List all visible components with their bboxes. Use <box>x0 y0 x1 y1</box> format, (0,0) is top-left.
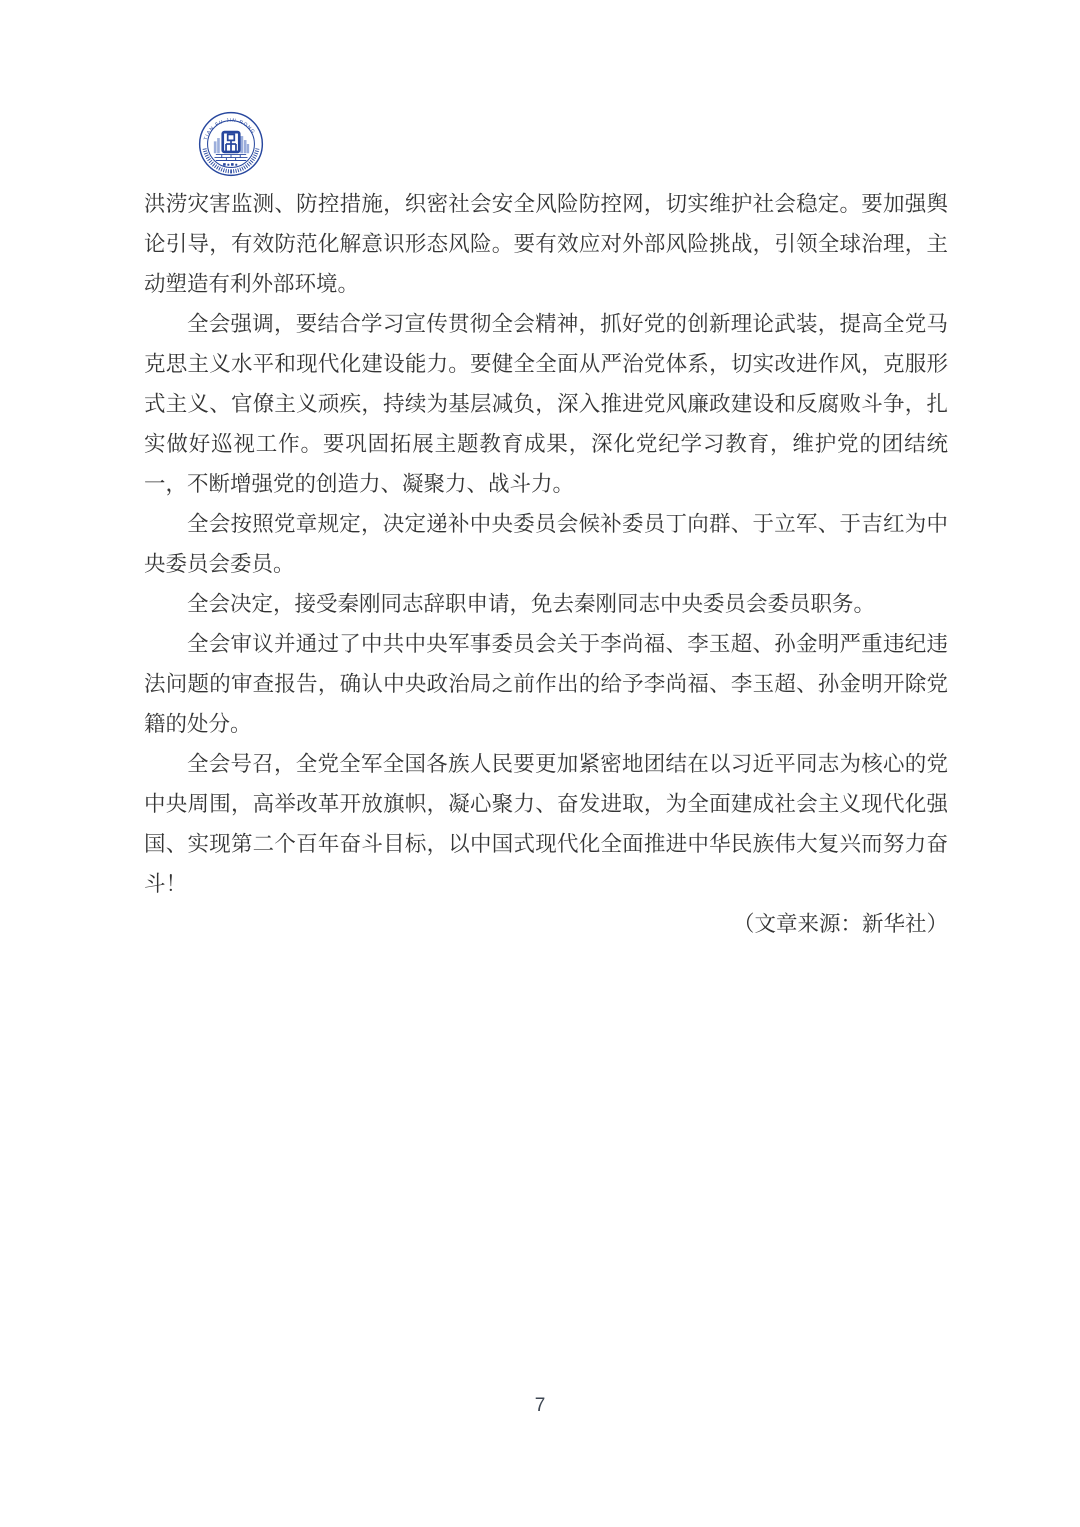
organization-seal-logo <box>198 106 264 182</box>
body-paragraph: 洪涝灾害监测、防控措施，织密社会安全风险防控网，切实维护社会稳定。要加强舆论引导，有效防范化解意识形态风险。要有效应对外部风险挑战，引领全球治理，主动塑造有利外部环境。 <box>144 192 948 296</box>
body-paragraph: 全会决定，接受秦刚同志辞职申请，免去秦刚同志中央委员会委员职务。 <box>187 592 876 616</box>
body-paragraph: 全会审议并通过了中共中央军事委员会关于李尚福、李玉超、孙金明严重违纪违法问题的审查报告，确认中央政治局之前作出的给予李尚福、李玉超、孙金明开除党籍的处分。 <box>144 632 948 736</box>
seal-icon <box>198 106 264 182</box>
body-paragraph: 全会强调，要结合学习宣传贯彻全会精神，抓好党的创新理论武装，提高全党马克思主义水平和现代化建设能力。要健全全面从严治党体系，切实改进作风，克服形式主义、官僚主义顽疾，持续为基层减负，深入推进党风廉政建设和反腐败斗争，扎实做好巡视工作。要巩固拓展主题教育成果，深化党纪学习教育，维护党的团结统一，不断增强党的创造力、凝聚力、战斗力。 <box>144 312 948 496</box>
seal-arc-text: TIAN FU JIN RONG <box>203 118 256 142</box>
page-number: 7 <box>534 1395 546 1416</box>
body-paragraph: 全会按照党章规定，决定递补中央委员会候补委员丁向群、于立军、于吉红为中央委员会委员。 <box>144 512 948 576</box>
svg-text:TIAN FU JIN RONG <box>203 118 256 142</box>
article-source-line: （文章来源：新华社） <box>732 912 948 936</box>
body-paragraph: 全会号召，全党全军全国各族人民要更加紧密地团结在以习近平同志为核心的党中央周围，高举改革开放旗帜，凝心聚力、奋发进取，为全面建成社会主义现代化强国、实现第二个百年奋斗目标，以中国式现代化全面推进中华民族伟大复兴而努力奋斗！ <box>144 752 948 896</box>
article-body <box>144 184 948 944</box>
